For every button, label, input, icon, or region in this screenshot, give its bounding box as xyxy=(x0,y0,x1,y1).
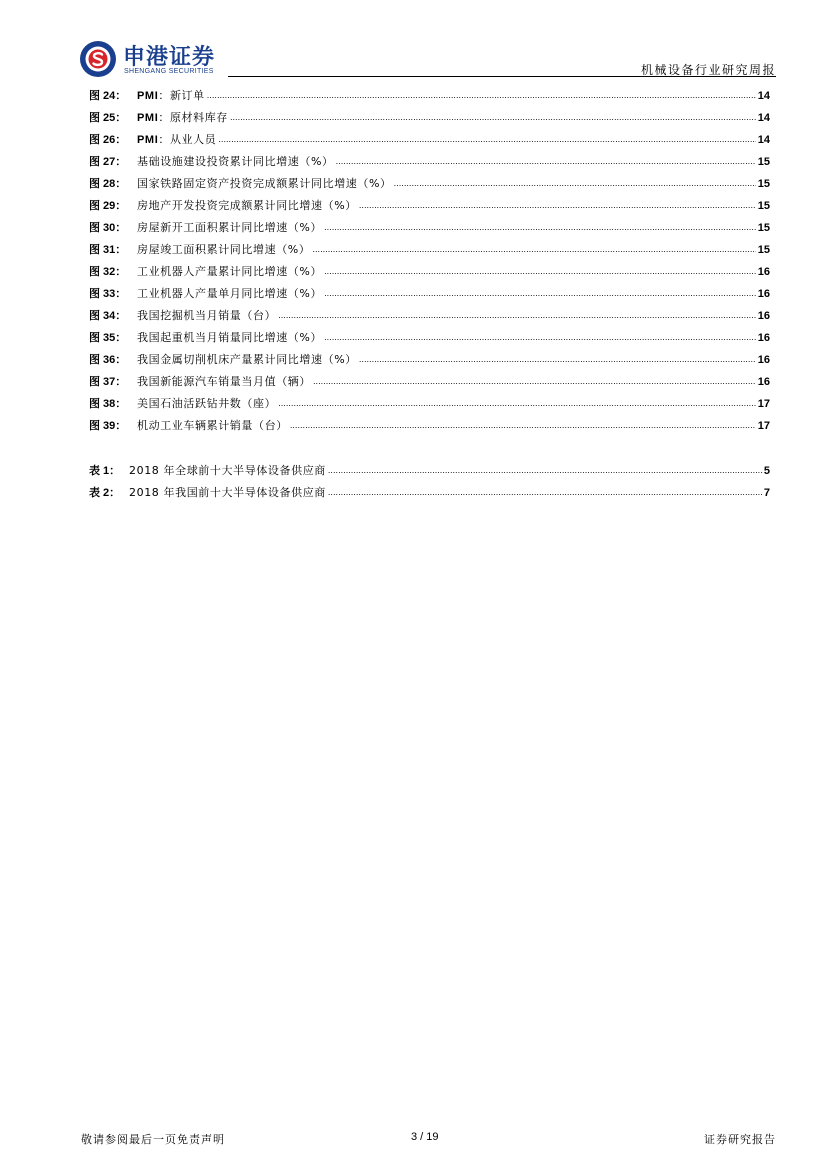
toc-entry-page: 7 xyxy=(763,487,770,499)
header-divider xyxy=(228,76,776,77)
toc-figure-entry[interactable] xyxy=(89,153,770,175)
toc-figure-entry[interactable] xyxy=(89,197,770,219)
toc-entry-title xyxy=(137,351,357,367)
toc-entry-title xyxy=(137,87,205,103)
toc-entry-page: 15 xyxy=(757,178,770,190)
toc-entry-page: 14 xyxy=(757,90,770,102)
toc-figure-entry[interactable] xyxy=(89,417,770,439)
toc-entry-title xyxy=(137,417,288,433)
toc-entry-title xyxy=(137,241,310,257)
toc-dot-leader xyxy=(359,355,756,364)
toc-entry-page: 14 xyxy=(757,112,770,124)
toc-entry-title xyxy=(137,219,322,235)
toc-table-entry[interactable] xyxy=(89,484,770,506)
toc-figure-entry[interactable] xyxy=(89,87,770,109)
toc-section-gap xyxy=(89,439,770,462)
toc-entry-title-text: 工业机器人产量单月同比增速（%） xyxy=(137,287,323,300)
toc-dot-leader xyxy=(394,179,756,188)
toc-entry-label: 表 2： xyxy=(89,487,121,499)
toc-entry-label: 图 38： xyxy=(89,398,127,410)
toc-dot-leader xyxy=(290,421,756,430)
toc-entry-title-text: 工业机器人产量累计同比增速（%） xyxy=(137,265,323,278)
toc-entry-title xyxy=(137,197,357,213)
toc-figure-entry[interactable] xyxy=(89,241,770,263)
toc-entry-label: 图 39： xyxy=(89,420,127,432)
shengang-logo-icon xyxy=(79,40,117,78)
toc-entry-page: 15 xyxy=(757,200,770,212)
toc-figure-entry[interactable] xyxy=(89,373,770,395)
toc-table-entry[interactable] xyxy=(89,462,770,484)
toc-entry-page: 16 xyxy=(757,332,770,344)
toc-entry-title-text: 基础设施建设投资累计同比增速（%） xyxy=(137,155,334,168)
toc-entry-label: 图 27： xyxy=(89,156,127,168)
toc-entry-label: 图 36： xyxy=(89,354,127,366)
footer-report-type: 证券研究报告 xyxy=(704,1133,776,1146)
toc-entry-title-text: 我国起重机当月销量同比增速（%） xyxy=(137,331,323,344)
toc-entry-title-text: 2018 年全球前十大半导体设备供应商 xyxy=(129,464,326,477)
toc-figure-entry[interactable] xyxy=(89,329,770,351)
logo-english-text: SHENGANG SECURITIES xyxy=(124,68,214,75)
toc-figure-entry[interactable] xyxy=(89,285,770,307)
toc-dot-leader xyxy=(324,333,756,342)
toc-entry-page: 16 xyxy=(757,310,770,322)
toc-dot-leader xyxy=(324,267,756,276)
logo-chinese-text: 申港证券 xyxy=(123,45,216,70)
toc-figure-entry[interactable] xyxy=(89,263,770,285)
toc-entry-title xyxy=(137,109,228,125)
toc-entry-label: 图 33： xyxy=(89,288,127,300)
toc-entry-title xyxy=(137,307,276,323)
toc-entry-title xyxy=(129,462,326,478)
company-logo xyxy=(79,40,227,80)
toc-entry-title-text: 我国挖掘机当月销量（台） xyxy=(137,309,277,322)
toc-entry-title xyxy=(137,175,392,191)
toc-dot-leader xyxy=(278,399,756,408)
toc-figure-entry[interactable] xyxy=(89,351,770,373)
toc-entry-title xyxy=(129,484,326,500)
toc-entry-page: 15 xyxy=(757,222,770,234)
toc-figure-entry[interactable] xyxy=(89,109,770,131)
toc-dot-leader xyxy=(324,223,756,232)
toc-figure-entry[interactable] xyxy=(89,219,770,241)
toc-entry-label: 图 26： xyxy=(89,134,127,146)
toc-entry-page: 5 xyxy=(763,465,770,477)
toc-entry-label: 图 30： xyxy=(89,222,127,234)
toc-entry-label: 图 35： xyxy=(89,332,127,344)
toc-dot-leader xyxy=(324,289,756,298)
toc-figure-entry[interactable] xyxy=(89,175,770,197)
toc-entry-title-prefix: PMI xyxy=(137,90,159,102)
toc-entry-page: 16 xyxy=(757,376,770,388)
toc-entry-label: 表 1： xyxy=(89,465,121,477)
toc-entry-title-prefix: PMI xyxy=(137,112,159,124)
toc-list xyxy=(89,87,770,506)
toc-entry-page: 16 xyxy=(757,354,770,366)
toc-entry-title-text: ：新订单 xyxy=(158,89,205,102)
toc-dot-leader xyxy=(336,157,756,166)
toc-figure-entry[interactable] xyxy=(89,131,770,153)
toc-dot-leader xyxy=(328,488,762,497)
toc-entry-page: 17 xyxy=(757,420,770,432)
toc-entry-title-text: 我国新能源汽车销量当月值（辆） xyxy=(137,375,311,388)
footer-disclaimer: 敬请参阅最后一页免责声明 xyxy=(81,1133,225,1146)
report-category-title: 机械设备行业研究周报 xyxy=(640,63,776,77)
footer-page-number: 3 / 19 xyxy=(411,1131,439,1143)
toc-entry-label: 图 24： xyxy=(89,90,127,102)
toc-dot-leader xyxy=(207,91,756,100)
toc-dot-leader xyxy=(230,113,756,122)
toc-entry-label: 图 34： xyxy=(89,310,127,322)
toc-dot-leader xyxy=(312,245,755,254)
toc-entry-label: 图 37： xyxy=(89,376,127,388)
toc-entry-title-text: 2018 年我国前十大半导体设备供应商 xyxy=(129,486,326,499)
toc-entry-title-text: 房屋新开工面积累计同比增速（%） xyxy=(137,221,323,234)
toc-entry-page: 17 xyxy=(757,398,770,410)
toc-figure-entry[interactable] xyxy=(89,395,770,417)
toc-entry-label: 图 31： xyxy=(89,244,127,256)
toc-entry-title-text: 国家铁路固定资产投资完成额累计同比增速（%） xyxy=(137,177,392,190)
toc-entry-title xyxy=(137,373,311,389)
toc-figure-entry[interactable] xyxy=(89,307,770,329)
toc-dot-leader xyxy=(218,135,755,144)
toc-entry-title xyxy=(137,153,334,169)
toc-entry-page: 14 xyxy=(757,134,770,146)
toc-entry-title-text: 房地产开发投资完成额累计同比增速（%） xyxy=(137,199,357,212)
toc-dot-leader xyxy=(278,311,756,320)
toc-entry-label: 图 32： xyxy=(89,266,127,278)
toc-entry-title xyxy=(137,395,276,411)
toc-entry-title-text: ：原材料库存 xyxy=(158,111,228,124)
toc-entry-title-text: 美国石油活跃钻井数（座） xyxy=(137,397,277,410)
toc-entry-page: 16 xyxy=(757,288,770,300)
toc-entry-page: 15 xyxy=(757,156,770,168)
toc-entry-title-text: 房屋竣工面积累计同比增速（%） xyxy=(137,243,311,256)
toc-dot-leader xyxy=(313,377,756,386)
toc-entry-title xyxy=(137,329,322,345)
toc-entry-title xyxy=(137,131,216,147)
toc-entry-title-text: 我国金属切削机床产量累计同比增速（%） xyxy=(137,353,357,366)
toc-entry-label: 图 25： xyxy=(89,112,127,124)
toc-entry-label: 图 29： xyxy=(89,200,127,212)
toc-dot-leader xyxy=(359,201,756,210)
toc-entry-title-text: 机动工业车辆累计销量（台） xyxy=(137,419,288,432)
toc-dot-leader xyxy=(328,466,762,475)
toc-entry-page: 15 xyxy=(757,244,770,256)
toc-entry-title xyxy=(137,263,322,279)
toc-entry-title xyxy=(137,285,322,301)
toc-entry-title-prefix: PMI xyxy=(137,134,159,146)
toc-entry-page: 16 xyxy=(757,266,770,278)
toc-entry-label: 图 28： xyxy=(89,178,127,190)
toc-entry-title-text: ：从业人员 xyxy=(158,133,217,146)
